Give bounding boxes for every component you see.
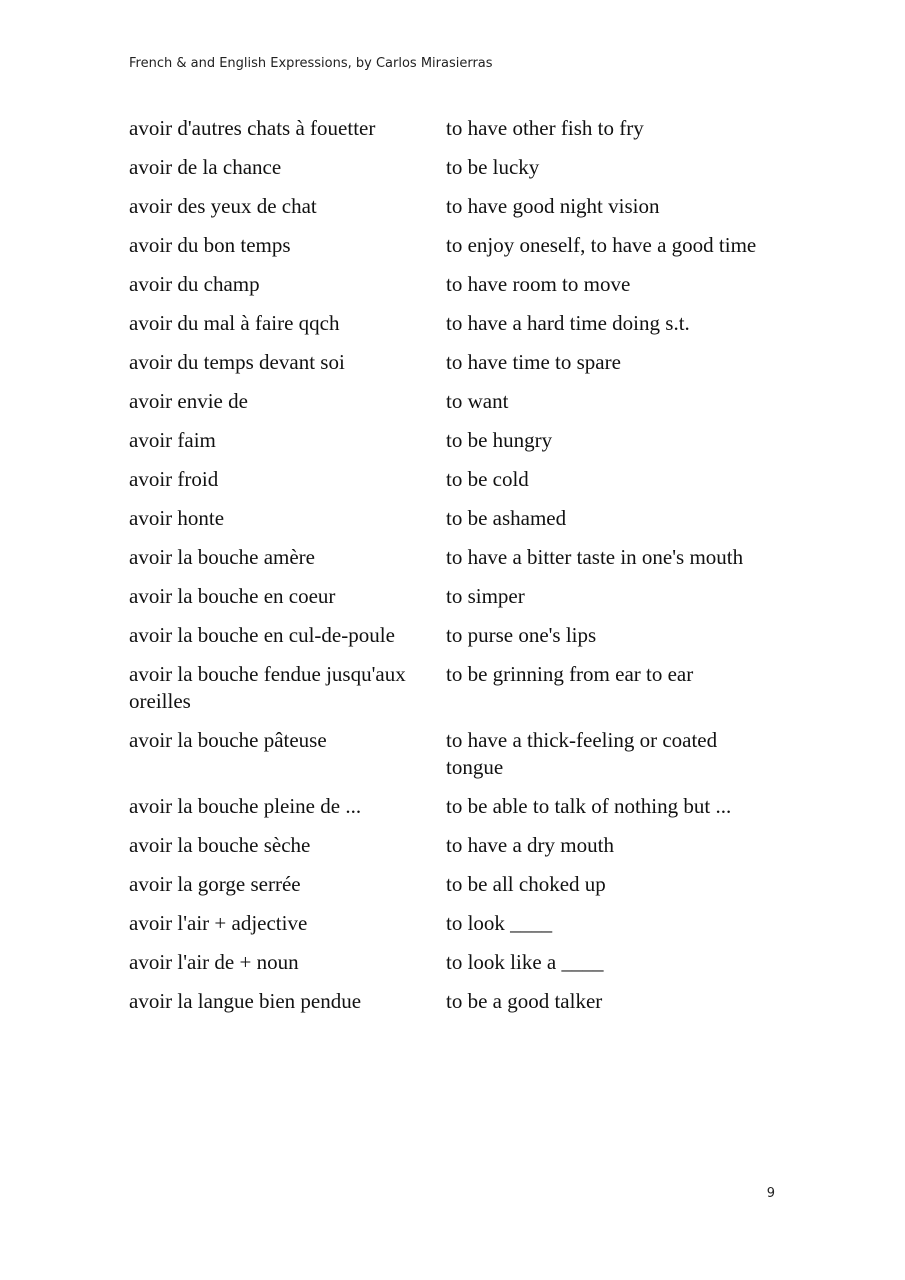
page-number: 9 (766, 1186, 775, 1201)
french-expression: avoir froid (129, 467, 219, 491)
english-translation: to look ____ (446, 911, 553, 935)
french-expression: avoir envie de (129, 389, 248, 413)
english-translation: to look like a ____ (446, 950, 604, 974)
list-item (129, 949, 779, 976)
list-item (129, 310, 779, 337)
french-expression: avoir du mal à faire qqch (129, 311, 340, 335)
english-translation: to be lucky (446, 155, 540, 179)
list-item (129, 622, 779, 649)
french-expression: avoir honte (129, 506, 225, 530)
list-item (129, 115, 779, 142)
french-expression: avoir du temps devant soi (129, 350, 345, 374)
french-expression: avoir l'air de + noun (129, 950, 299, 974)
english-translation: to be a good talker (446, 989, 603, 1013)
french-expression: avoir la bouche en cul-de-poule (129, 623, 395, 647)
english-translation: to have other fish to fry (446, 116, 644, 140)
french-expression: avoir du champ (129, 272, 260, 296)
list-item (129, 466, 779, 493)
english-translation: to have good night vision (446, 194, 660, 218)
list-item (129, 544, 779, 571)
english-translation: to have a bitter taste in one's mouth (446, 545, 744, 569)
french-expression: avoir faim (129, 428, 216, 452)
english-translation: to be grinning from ear to ear (446, 662, 694, 686)
list-item (129, 232, 779, 259)
list-item (129, 661, 779, 715)
french-expression: avoir la bouche pleine de ... (129, 794, 362, 818)
english-translation: to be all choked up (446, 872, 606, 896)
english-translation: to want (446, 389, 509, 413)
expression-list (129, 115, 779, 1027)
list-item (129, 793, 779, 820)
english-translation: to simper (446, 584, 525, 608)
list-item (129, 193, 779, 220)
french-expression: avoir la bouche en coeur (129, 584, 336, 608)
french-expression: avoir la bouche pâteuse (129, 728, 327, 752)
list-item (129, 388, 779, 415)
list-item (129, 988, 779, 1015)
english-translation: to have room to move (446, 272, 631, 296)
english-translation: to purse one's lips (446, 623, 597, 647)
english-translation: to be able to talk of nothing but ... (446, 794, 732, 818)
french-expression: avoir de la chance (129, 155, 282, 179)
list-item (129, 583, 779, 610)
running-header: French & and English Expressions, by Carlos Mirasierras (129, 56, 493, 71)
english-translation: to be hungry (446, 428, 553, 452)
french-expression: avoir des yeux de chat (129, 194, 317, 218)
english-translation: to enjoy oneself, to have a good time (446, 233, 757, 257)
french-expression: avoir la bouche sèche (129, 833, 311, 857)
french-expression: avoir d'autres chats à fouetter (129, 116, 376, 140)
french-expression: avoir du bon temps (129, 233, 291, 257)
english-translation: to have a hard time doing s.t. (446, 311, 690, 335)
english-translation: to be ashamed (446, 506, 567, 530)
list-item (129, 349, 779, 376)
english-translation: to have a thick-feeling or coated tongue (446, 728, 718, 779)
french-expression: avoir l'air + adjective (129, 911, 308, 935)
french-expression: avoir la bouche fendue jusqu'aux oreilles (129, 662, 406, 713)
list-item (129, 505, 779, 532)
english-translation: to be cold (446, 467, 529, 491)
list-item (129, 154, 779, 181)
list-item (129, 871, 779, 898)
list-item (129, 427, 779, 454)
list-item (129, 910, 779, 937)
english-translation: to have time to spare (446, 350, 621, 374)
french-expression: avoir la bouche amère (129, 545, 315, 569)
french-expression: avoir la langue bien pendue (129, 989, 362, 1013)
english-translation: to have a dry mouth (446, 833, 614, 857)
list-item (129, 271, 779, 298)
french-expression: avoir la gorge serrée (129, 872, 301, 896)
list-item (129, 727, 779, 781)
list-item (129, 832, 779, 859)
